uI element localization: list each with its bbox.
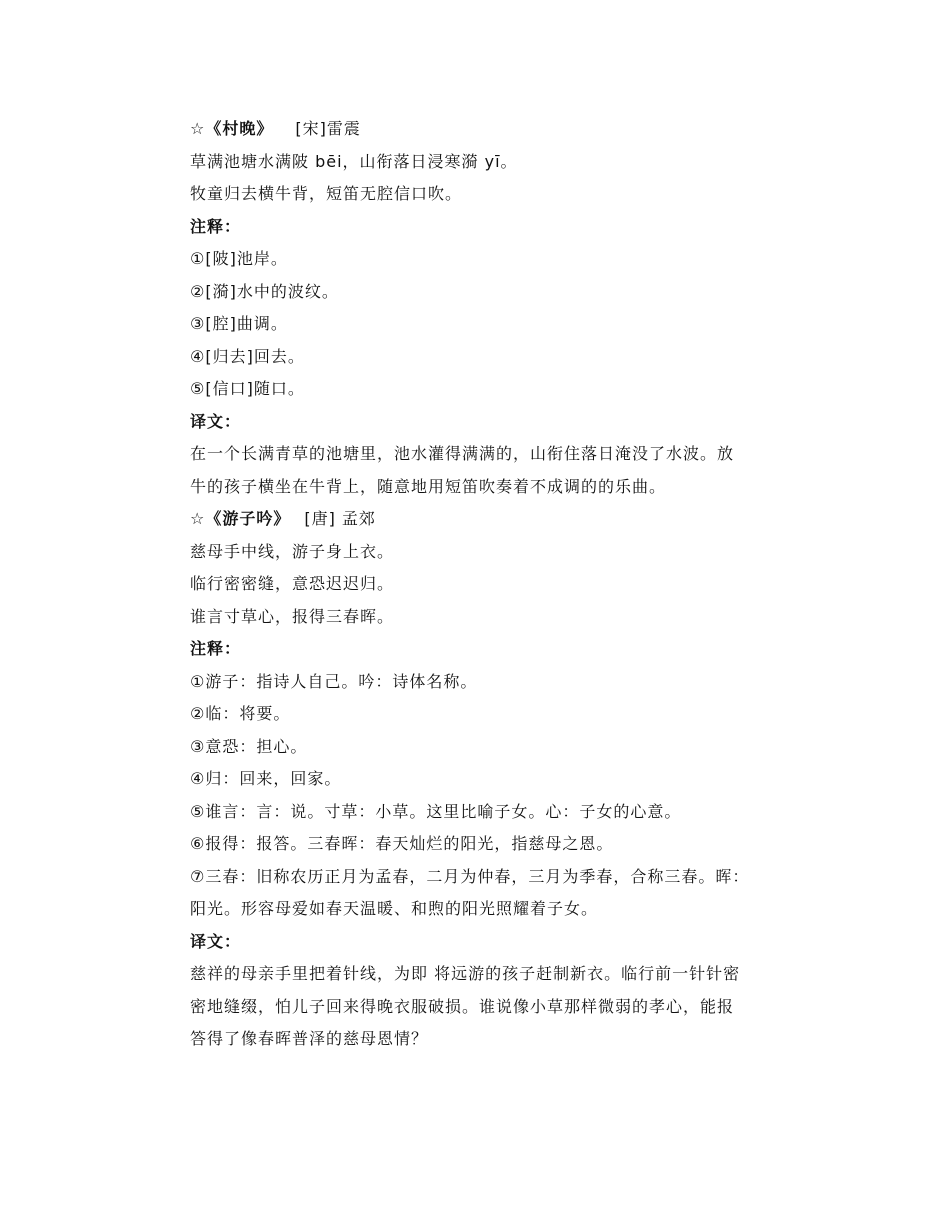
poem1-heading (190, 113, 770, 146)
poem2-translation-heading: 译文： (190, 931, 242, 951)
poem2-line-3: 谁言寸草心，报得三春晖。 (190, 606, 395, 626)
poem2-note-2: ②临：将要。 (190, 704, 291, 723)
poem1-note-5: ⑤[信口]随口。 (190, 379, 305, 398)
star-icon: ☆ (190, 119, 206, 138)
poem1-note-2: ②[漪]水中的波纹。 (190, 281, 339, 301)
poem2-line-2: 临行密密缝，意恐迟迟归。 (190, 574, 395, 593)
poem2-heading (190, 503, 770, 536)
poem1-line-2: 牧童归去横牛背，短笛无腔信口吹。 (190, 184, 463, 203)
poem2-translation: 慈祥的母亲手里把着针线，为即 将远游的孩子赶制新衣。临行前一针针密密地缝缀，怕儿子回来得晚衣服破损。谁说像小草那样微弱的孝心，能报答得了像春晖普泽的慈母恩情？ (190, 964, 741, 1048)
poem1-title: 《村晚》 (205, 119, 274, 138)
poem1-note-4: ④[归去]回去。 (190, 346, 305, 366)
poem1-translation-heading: 译文： (190, 411, 242, 431)
poem1-note-1: ①[陂]池岸。 (190, 249, 288, 268)
poem2-note-5: ⑤谁言：言：说。寸草：小草。这里比喻子女。心：子女的心意。 (190, 801, 682, 821)
poem2-note-3: ③意恐：担心。 (190, 736, 308, 756)
poem1-note-3: ③[腔]曲调。 (190, 314, 288, 333)
document-page (190, 113, 770, 1056)
poem1-notes-heading: 注释： (190, 216, 242, 236)
poem2-author: [唐] 孟郊 (304, 509, 376, 528)
poem2-note-6: ⑥报得：报答。三春晖：春天灿烂的阳光，指慈母之恩。 (190, 834, 614, 853)
poem2-note-4: ④归：回来，回家。 (190, 769, 342, 788)
poem1-line-1: 草满池塘水满陂 bēi，山衔落日浸寒漪 yī。 (190, 151, 518, 171)
poem2-line-1: 慈母手中线，游子身上衣。 (190, 541, 395, 561)
poem2-note-1: ①游子：指诗人自己。吟：诗体名称。 (190, 671, 478, 691)
poem2-notes-heading: 注释： (190, 639, 242, 658)
poem1-translation: 在一个长满青草的池塘里，池水灌得满满的，山衔住落日淹没了水波。放牛的孩子横坐在牛背上，随意地用短笛吹奏着不成调的的乐曲。 (190, 444, 735, 496)
poem1-author: [宋]雷震 (295, 119, 361, 138)
star-icon: ☆ (190, 509, 206, 528)
poem2-title: 《游子吟》 (205, 509, 291, 528)
poem2-note-7: ⑦三春：旧称农历正月为孟春，二月为仲春，三月为季春，合称三春。晖：阳光。形容母爱如春天温暖、和煦的阳光照耀着子女。 (190, 866, 750, 918)
